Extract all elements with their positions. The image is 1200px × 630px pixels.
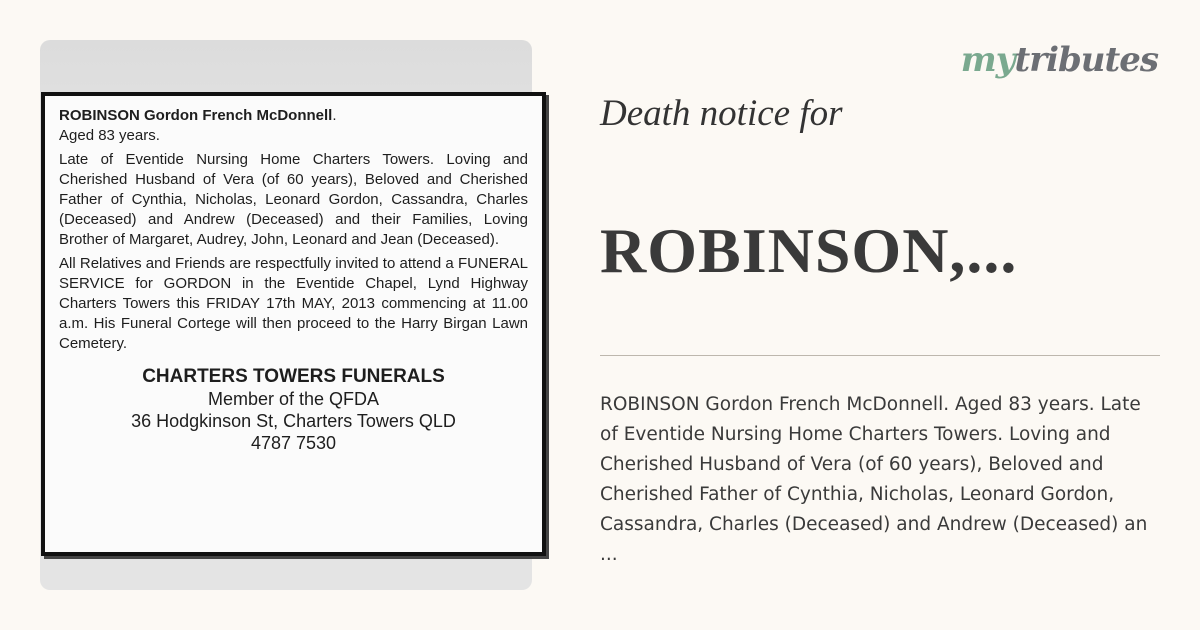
newspaper-notice — [41, 92, 546, 556]
notice-paragraph-service: All Relatives and Friends are respectfully invited to attend a FUNERAL SERVICE for GORDON in the Eventide Chapel, Lynd Highway Charters Towers this FRIDAY 17th MAY, 2013 commencing at 11.00 a.m. His Funeral Cortege will then proceed to the Harry Birgan Lawn Cemetery. — [59, 255, 528, 352]
notice-name-period: . — [332, 107, 337, 124]
page-title: ROBINSON,... — [600, 215, 1018, 286]
notice-name: ROBINSON Gordon French McDonnell — [59, 107, 333, 124]
divider — [600, 355, 1160, 356]
funeral-director-address: 36 Hodgkinson St, Charters Towers QLD — [131, 411, 456, 431]
funeral-director-name: CHARTERS TOWERS FUNERALS — [142, 366, 445, 387]
death-notice-image — [40, 40, 532, 590]
notice-name-line — [59, 106, 528, 126]
notice-summary: ROBINSON Gordon French McDonnell. Aged 83 years. Late of Eventide Nursing Home Charters Towers. Loving and Cherished Husband of Vera (of 60 years), Beloved and Cherished Father of Cynthia, Nicholas, Leonard Gordon, Cassandra, Charles (Deceased) and Andrew (Deceased) an ... — [600, 394, 1148, 565]
page-subtitle: Death notice for — [600, 93, 843, 134]
logo-tributes: tributes — [1014, 40, 1158, 80]
funeral-director-membership: Member of the QFDA — [207, 389, 380, 409]
funeral-director-block — [59, 366, 528, 454]
notice-age: Aged 83 years. — [59, 127, 160, 144]
logo-my: my — [960, 40, 1015, 80]
notice-paragraph-family: Late of Eventide Nursing Home Charters Towers. Loving and Cherished Husband of Vera (of 60 years), Beloved and Cherished Father of Cynthia, Nicholas, Leonard Gordon, Cassandra, Charles (Deceased) and Andrew (Deceased) and their Families, Loving Brother of Margaret, Audrey, John, Leonard and Jean (Deceased). — [59, 151, 528, 248]
mytributes-logo[interactable] — [961, 40, 1158, 80]
funeral-director-phone: 4787 7530 — [250, 433, 337, 453]
